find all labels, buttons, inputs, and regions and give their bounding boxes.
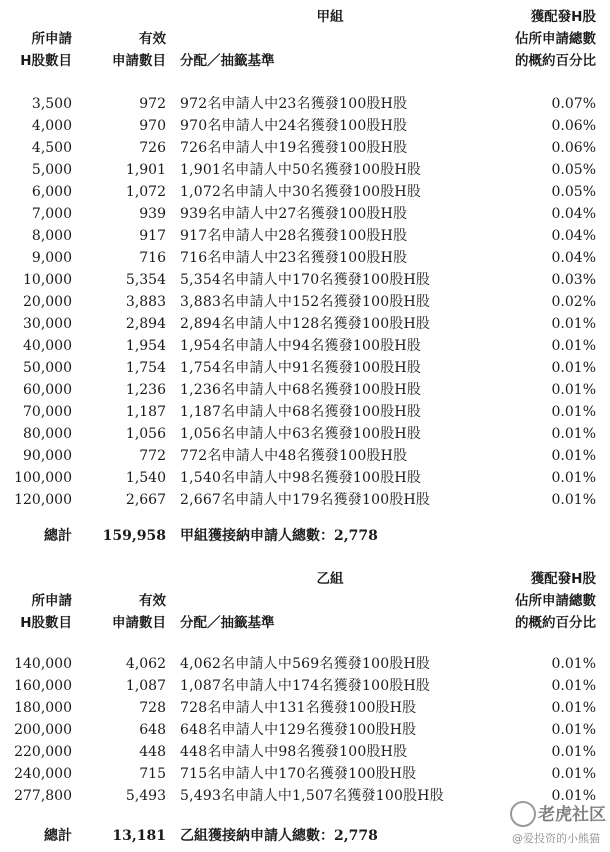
cell-percentage: 0.06%	[551, 140, 596, 156]
table-row	[0, 225, 610, 247]
cell-allocation-basis: 5,354名申請人中170名獲發100股H股	[180, 272, 431, 288]
table-row	[0, 247, 610, 269]
cell-allocation-basis: 1,187名申請人中68名獲發100股H股	[180, 404, 422, 420]
cell-allocation-basis: 1,236名申請人中68名獲發100股H股	[180, 382, 422, 398]
cell-shares: 4,000	[31, 118, 72, 134]
table-row	[0, 401, 610, 423]
cell-allocation-basis: 939名申請人中27名獲發100股H股	[180, 206, 408, 222]
cell-allocation-basis: 1,954名申請人中94名獲發100股H股	[180, 338, 422, 354]
cell-allocation-basis: 1,056名申請人中63名獲發100股H股	[180, 426, 422, 442]
cell-valid-apps: 1,901	[125, 162, 166, 178]
table-row	[0, 137, 610, 159]
group-a-col-apps-h2: 申請數目	[112, 53, 166, 69]
cell-shares: 140,000	[14, 656, 72, 672]
group-b-col-shares-h2: H股數目	[20, 615, 72, 631]
group-a-total-label: 總計	[44, 528, 72, 544]
table-row	[0, 697, 610, 719]
table-row	[0, 93, 610, 115]
table-row	[0, 291, 610, 313]
table-row	[0, 719, 610, 741]
cell-percentage: 0.01%	[551, 404, 596, 420]
cell-percentage: 0.01%	[551, 788, 596, 804]
cell-shares: 3,500	[31, 96, 72, 112]
cell-allocation-basis: 2,894名申請人中128名獲發100股H股	[180, 316, 431, 332]
cell-percentage: 0.04%	[551, 228, 596, 244]
cell-percentage: 0.03%	[551, 272, 596, 288]
cell-valid-apps: 5,493	[125, 788, 166, 804]
cell-percentage: 0.01%	[551, 766, 596, 782]
cell-shares: 220,000	[14, 744, 72, 760]
cell-allocation-basis: 970名申請人中24名獲發100股H股	[180, 118, 408, 134]
cell-shares: 50,000	[23, 360, 72, 376]
cell-shares: 5,000	[31, 162, 72, 178]
cell-allocation-basis: 772名申請人中48名獲發100股H股	[180, 448, 408, 464]
cell-shares: 4,500	[31, 140, 72, 156]
cell-shares: 30,000	[23, 316, 72, 332]
group-a-total-accepted: 2,778	[334, 528, 378, 544]
cell-shares: 240,000	[14, 766, 72, 782]
cell-percentage: 0.05%	[551, 162, 596, 178]
group-a-total-row	[0, 524, 610, 548]
cell-percentage: 0.07%	[551, 96, 596, 112]
cell-valid-apps: 728	[139, 700, 166, 716]
group-a-col-shares-h2: H股數目	[20, 53, 72, 69]
cell-percentage: 0.01%	[551, 470, 596, 486]
group-a-total-apps: 159,958	[102, 528, 166, 544]
cell-allocation-basis: 726名申請人中19名獲發100股H股	[180, 140, 408, 156]
cell-percentage: 0.01%	[551, 722, 596, 738]
group-b-total-accepted: 2,778	[334, 828, 378, 844]
group-b-col-apps-h2: 申請數目	[112, 615, 166, 631]
cell-valid-apps: 1,754	[125, 360, 166, 376]
cell-percentage: 0.01%	[551, 382, 596, 398]
tiger-logo-icon	[510, 801, 536, 827]
group-b-col-shares-h1: 所申請	[31, 593, 72, 609]
cell-allocation-basis: 972名申請人中23名獲發100股H股	[180, 96, 408, 112]
table-row	[0, 763, 610, 785]
cell-valid-apps: 1,087	[125, 678, 166, 694]
cell-percentage: 0.01%	[551, 656, 596, 672]
table-row	[0, 467, 610, 489]
group-a-total-desc-text: 甲組獲接納申請人總數：	[180, 528, 334, 544]
table-row	[0, 653, 610, 675]
cell-valid-apps: 970	[139, 118, 166, 134]
cell-valid-apps: 715	[139, 766, 166, 782]
group-b-total-apps: 13,181	[112, 828, 166, 844]
cell-shares: 20,000	[23, 294, 72, 310]
table-row	[0, 675, 610, 697]
table-row	[0, 379, 610, 401]
cell-valid-apps: 5,354	[125, 272, 166, 288]
cell-shares: 6,000	[31, 184, 72, 200]
watermark-user: @爱投资的小熊猫	[512, 832, 600, 845]
group-b-total-label: 總計	[44, 828, 72, 844]
table-row	[0, 313, 610, 335]
cell-valid-apps: 1,236	[125, 382, 166, 398]
cell-shares: 7,000	[31, 206, 72, 222]
cell-percentage: 0.04%	[551, 250, 596, 266]
cell-valid-apps: 448	[139, 744, 166, 760]
cell-percentage: 0.01%	[551, 492, 596, 508]
group-a-col-shares-h1: 所申請	[31, 31, 72, 47]
cell-allocation-basis: 1,901名申請人中50名獲發100股H股	[180, 162, 422, 178]
cell-valid-apps: 2,894	[125, 316, 166, 332]
cell-allocation-basis: 728名申請人中131名獲發100股H股	[180, 700, 417, 716]
cell-valid-apps: 1,954	[125, 338, 166, 354]
table-row	[0, 203, 610, 225]
cell-allocation-basis: 715名申請人中170名獲發100股H股	[180, 766, 417, 782]
group-a-col-pct-h1: 獲配發H股	[530, 9, 596, 25]
table-row	[0, 159, 610, 181]
cell-shares: 160,000	[14, 678, 72, 694]
cell-valid-apps: 4,062	[125, 656, 166, 672]
table-row	[0, 445, 610, 467]
cell-shares: 80,000	[23, 426, 72, 442]
cell-shares: 180,000	[14, 700, 72, 716]
group-a-col-pct-h2: 佔所申請總數	[515, 31, 596, 47]
cell-valid-apps: 772	[139, 448, 166, 464]
group-a-col-basis: 分配／抽籤基準	[180, 53, 275, 69]
cell-valid-apps: 1,540	[125, 470, 166, 486]
cell-allocation-basis: 716名申請人中23名獲發100股H股	[180, 250, 408, 266]
cell-percentage: 0.01%	[551, 448, 596, 464]
cell-shares: 8,000	[31, 228, 72, 244]
group-a-col-pct-h3: 的概約百分比	[515, 53, 596, 69]
cell-allocation-basis: 5,493名申請人中1,507名獲發100股H股	[180, 788, 444, 804]
table-row	[0, 181, 610, 203]
cell-percentage: 0.01%	[551, 316, 596, 332]
cell-shares: 120,000	[14, 492, 72, 508]
cell-percentage: 0.01%	[551, 426, 596, 442]
table-row	[0, 489, 610, 511]
cell-percentage: 0.01%	[551, 744, 596, 760]
watermark-brand: 老虎社区	[538, 805, 606, 825]
group-b-title: 乙組	[316, 571, 344, 587]
cell-valid-apps: 3,883	[125, 294, 166, 310]
cell-shares: 9,000	[31, 250, 72, 266]
cell-valid-apps: 939	[139, 206, 166, 222]
cell-shares: 40,000	[23, 338, 72, 354]
table-row	[0, 115, 610, 137]
cell-percentage: 0.01%	[551, 338, 596, 354]
cell-percentage: 0.06%	[551, 118, 596, 134]
group-b-col-basis: 分配／抽籤基準	[180, 615, 275, 631]
cell-valid-apps: 1,072	[125, 184, 166, 200]
cell-percentage: 0.01%	[551, 678, 596, 694]
cell-valid-apps: 917	[139, 228, 166, 244]
cell-allocation-basis: 2,667名申請人中179名獲發100股H股	[180, 492, 431, 508]
table-row	[0, 357, 610, 379]
cell-shares: 90,000	[23, 448, 72, 464]
cell-valid-apps: 2,667	[125, 492, 166, 508]
group-b-col-pct-h3: 的概約百分比	[515, 615, 596, 631]
group-a-total-desc	[180, 524, 378, 548]
cell-valid-apps: 648	[139, 722, 166, 738]
cell-shares: 200,000	[14, 722, 72, 738]
cell-allocation-basis: 4,062名申請人中569名獲發100股H股	[180, 656, 431, 672]
cell-valid-apps: 726	[139, 140, 166, 156]
cell-valid-apps: 972	[139, 96, 166, 112]
group-b-col-apps-h1: 有效	[139, 593, 166, 609]
cell-valid-apps: 716	[139, 250, 166, 266]
group-a-col-apps-h1: 有效	[139, 31, 166, 47]
cell-allocation-basis: 448名申請人中98名獲發100股H股	[180, 744, 408, 760]
table-row	[0, 335, 610, 357]
cell-valid-apps: 1,056	[125, 426, 166, 442]
cell-shares: 10,000	[23, 272, 72, 288]
cell-shares: 100,000	[14, 470, 72, 486]
cell-allocation-basis: 917名申請人中28名獲發100股H股	[180, 228, 408, 244]
cell-allocation-basis: 1,754名申請人中91名獲發100股H股	[180, 360, 422, 376]
cell-percentage: 0.01%	[551, 360, 596, 376]
table-row	[0, 741, 610, 763]
cell-shares: 60,000	[23, 382, 72, 398]
table-row	[0, 423, 610, 445]
cell-percentage: 0.01%	[551, 700, 596, 716]
cell-percentage: 0.04%	[551, 206, 596, 222]
group-a-title: 甲組	[316, 9, 344, 25]
cell-allocation-basis: 3,883名申請人中152名獲發100股H股	[180, 294, 431, 310]
group-b-col-pct-h2: 佔所申請總數	[515, 593, 596, 609]
cell-allocation-basis: 648名申請人中129名獲發100股H股	[180, 722, 417, 738]
cell-shares: 277,800	[14, 788, 72, 804]
cell-allocation-basis: 1,072名申請人中30名獲發100股H股	[180, 184, 422, 200]
cell-valid-apps: 1,187	[125, 404, 166, 420]
group-b-total-desc-text: 乙組獲接納申請人總數：	[180, 828, 334, 844]
cell-percentage: 0.05%	[551, 184, 596, 200]
group-b-col-pct-h1: 獲配發H股	[530, 571, 596, 587]
table-row	[0, 269, 610, 291]
group-b-total-desc	[180, 824, 378, 848]
cell-shares: 70,000	[23, 404, 72, 420]
cell-allocation-basis: 1,087名申請人中174名獲發100股H股	[180, 678, 431, 694]
cell-allocation-basis: 1,540名申請人中98名獲發100股H股	[180, 470, 422, 486]
cell-percentage: 0.02%	[551, 294, 596, 310]
